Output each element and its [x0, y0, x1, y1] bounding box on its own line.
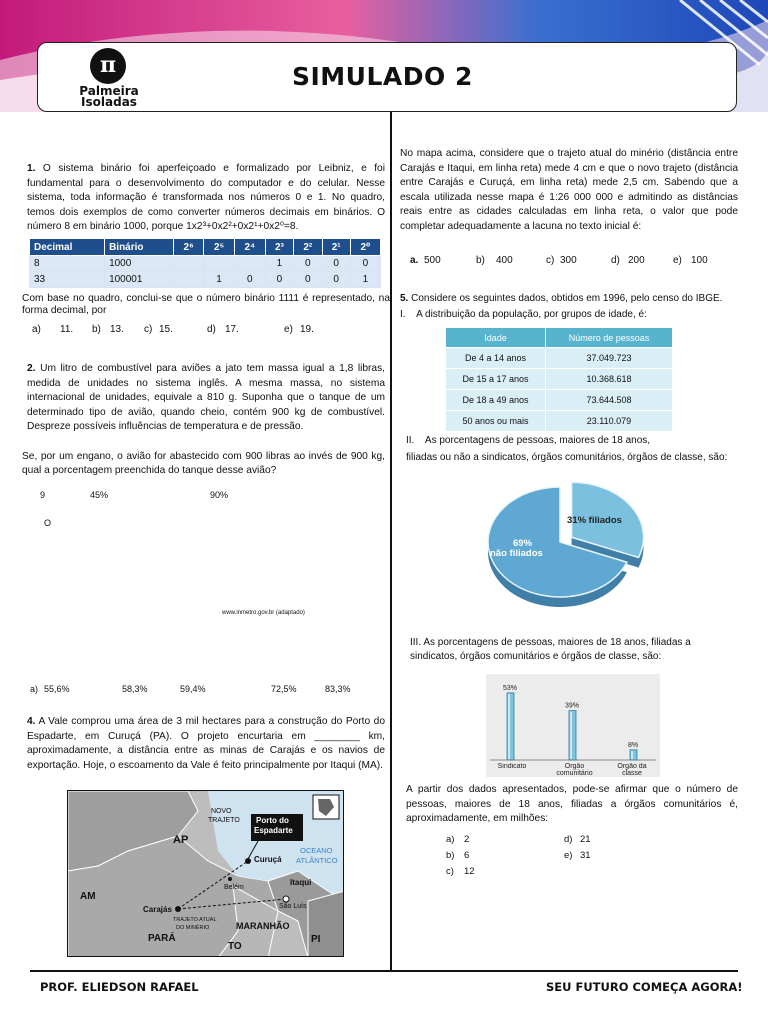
table-row: 8 1000 1 0 0 0 — [30, 256, 381, 272]
map-label-am: AM — [80, 891, 96, 902]
map-figure — [67, 790, 344, 957]
bar-x-label: Órgão da classe — [617, 763, 647, 777]
bar-value-label: 8% — [627, 741, 639, 749]
map-label-minerio: DO MINÉRIO — [176, 925, 210, 931]
q5-item-iii: III. As porcentagens de pessoas, maiores de 18 anos, filiadas a sindicatos, órgãos comunitários e órgãos de classe, são: — [410, 637, 691, 662]
pop-th: Número de pessoas — [546, 328, 673, 348]
bar-x-labels — [487, 763, 659, 777]
map-label-espadarte: Espadarte — [254, 826, 293, 835]
q1-question: Com base no quadro, conclui-se que o número binário 1111 é representado, na forma decimal, por — [22, 293, 390, 316]
q2-options: a) 55,6% 58,3% 59,4% 72,5% 83,3% — [30, 684, 351, 694]
bar-value-label: 39% — [564, 702, 580, 710]
binary-table — [29, 238, 381, 288]
q4-text: 4. A Vale comprou uma área de 3 mil hectares para a construção do Porto do Espadarte, em Curuçá (PA). O projeto encurtaria em ________ km, aproximadamente, a distância entre as minas de Carajás e os navios de exportação. Hoje, o escoamento da Vale é feito principalmente por Itaqui (MA). — [27, 716, 385, 771]
binary-th: 2⁶ — [173, 239, 203, 256]
q5-item-ii-b: filiadas ou não a sindicatos, órgãos comunitários, órgãos de classe, são: — [406, 452, 728, 463]
q5-options: a) 2 d) 21 b) 6 e) 31 c) 12 — [446, 834, 591, 877]
pop-th: Idade — [446, 328, 546, 348]
map-label-maranhao: MARANHÃO — [236, 921, 290, 931]
binary-th: Decimal — [30, 239, 105, 256]
binary-th: 2⁴ — [234, 239, 265, 256]
map-label-atual: TRAJETO ATUAL — [173, 917, 217, 923]
q2-source: www.inmetro.gov.br (adaptado) — [222, 610, 305, 616]
logo-text: Palmeira Isoladas — [79, 84, 139, 109]
footer-author: PROF. ELIEDSON RAFAEL — [40, 980, 199, 994]
map-svg — [68, 791, 344, 957]
map-label-para: PARÁ — [148, 933, 176, 944]
q5-item-ii: II. As porcentagens de pessoas, maiores de 18 anos, — [406, 435, 651, 446]
map-label-to: TO — [228, 941, 242, 952]
q5-intro: 5. Considere os seguintes dados, obtidos em 1996, pelo censo do IBGE. — [400, 293, 723, 304]
binary-th: 2³ — [265, 239, 293, 256]
logo-icon: π — [90, 48, 126, 84]
table-row: 33 100001 1 0 0 0 0 1 — [30, 272, 381, 288]
q5-item-i: I. A distribuição da população, por grupos de idade, é: — [400, 309, 647, 320]
map-label-saoluis: São Luís — [279, 903, 307, 910]
bar-highlight — [508, 694, 510, 759]
binary-th: 2⁰ — [350, 239, 380, 256]
bar-value-label: 53% — [502, 684, 518, 692]
bar-x-label: Órgão comunitário — [556, 763, 593, 777]
pie-chart — [470, 462, 690, 622]
population-table — [445, 327, 673, 432]
pie-label-nao-pct: 69% — [513, 538, 533, 549]
q2-fragment: O — [44, 518, 52, 528]
map-label-itaqui: Itaqui — [290, 878, 312, 887]
footer-divider — [30, 970, 738, 972]
q2-text: 2. Um litro de combustível para aviões a jato tem massa igual a 1,8 libras, medida de unidades no sistema inglês. A mesma massa, no sistema internacional de unidades, equivale a 810 g. Suponha que o tanque de um determinado tipo de avião, quando cheio, contém 900 kg de combustível. Despreze possíveis influências de temperatura e de pressão. — [27, 363, 385, 433]
binary-th: 2² — [294, 239, 322, 256]
map-label-trajeto: TRAJETO — [208, 817, 240, 824]
map-label-porto: Porto do — [256, 816, 289, 825]
q2-fragment: 45% — [90, 490, 109, 500]
bar-highlight — [631, 751, 633, 759]
q5-final: A partir dos dados apresentados, pode-se afirmar que o número de pessoas, maiores de 18 anos, filiadas a órgãos comunitários é, aproximadamente, em milhões: — [406, 784, 738, 825]
map-label-curuca: Curuçá — [254, 855, 282, 864]
map-label-atlantico: ATLÂNTICO — [296, 856, 338, 865]
map-label-ap: AP — [173, 834, 189, 846]
table-row: 50 anos ou mais 23.110.079 — [446, 411, 673, 432]
q2-question: Se, por um engano, o avião for abastecido com 900 libras ao invés de 900 kg, qual a porcentagem preenchida do tanque desse avião? — [22, 451, 385, 476]
pie-label-nao: não filiados — [490, 548, 543, 559]
pie-label-filiados: 31% filiados — [567, 515, 622, 526]
page-title: SIMULADO 2 — [292, 62, 473, 91]
table-row: De 18 a 49 anos 73.644.508 — [446, 390, 673, 411]
map-label-carajas: Carajás — [143, 905, 172, 914]
map-label-pi: PI — [311, 934, 321, 945]
map-label-oceano: OCEANO — [300, 846, 333, 855]
binary-th: Binário — [105, 239, 174, 256]
table-row: De 15 a 17 anos 10.368.618 — [446, 369, 673, 390]
table-row: De 4 a 14 anos 37.049.723 — [446, 348, 673, 369]
bar-x-label: Sindicato — [497, 763, 527, 770]
q2-fragment: 9 — [40, 490, 46, 500]
map-label-novo: NOVO — [211, 808, 232, 815]
q4-continuation: No mapa acima, considere que o trajeto atual do minério (distância entre Carajás e Itaqui, em linha reta) mede 4 cm e que o novo trajeto (distância entre Carajás e Curuçá, em linha reta) mede 2,5 cm. Sabendo que a escala utilizada nesse mapa é 1:26 000 000 e admitindo as distâncias reais entre as cidades calculadas em linha reta, o valor que pode completar adequadamente a lacuna no texto inicial é: — [400, 148, 738, 232]
binary-th: 2⁵ — [204, 239, 235, 256]
q1-options: a) 11. b) 13. c) 15. d) 17. e) 19. — [32, 324, 314, 335]
footer-slogan: SEU FUTURO COMEÇA AGORA! — [546, 980, 743, 994]
binary-th: 2¹ — [322, 239, 350, 256]
bar-chart — [486, 674, 660, 777]
q1-text: 1. O sistema binário foi aperfeiçoado e formalizado por Leibniz, e foi fundamental para o desenvolvimento do computador e do celular. Nesse sistema, toda informação é transformada nos números 0 e 1. No quadro, temos dois exemplos de como converter números decimais em binários. O número 8 em binário 1000, porque 1x2³+0x2²+0x2¹+0x2⁰=8. — [27, 163, 385, 232]
column-divider — [390, 112, 392, 970]
q4-options: a. 500 b) 400 c) 300 d) 200 e) 100 — [410, 255, 708, 266]
bar-highlight — [570, 712, 572, 759]
q2-fragment: 90% — [210, 490, 229, 500]
map-label-belem: Belém — [224, 884, 244, 891]
